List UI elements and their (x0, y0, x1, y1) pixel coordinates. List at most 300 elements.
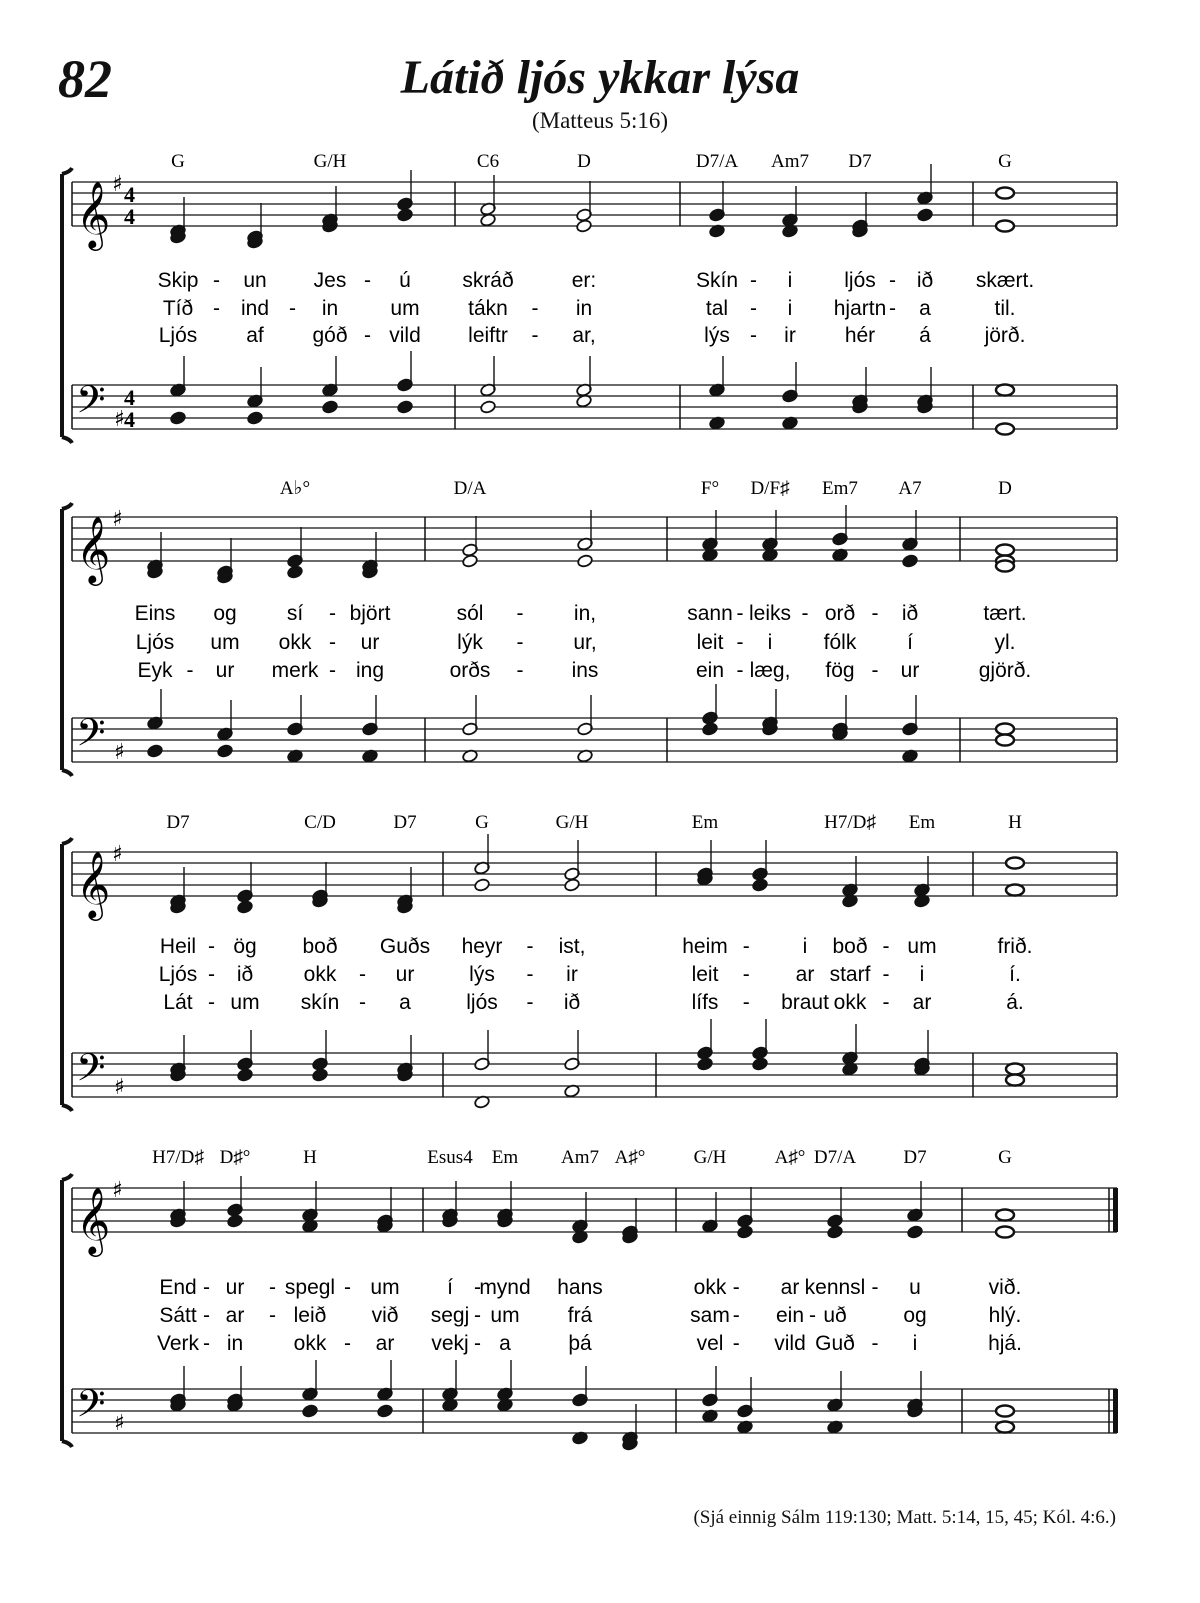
lyric-syllable: Lát (163, 991, 193, 1014)
note-chord (914, 856, 931, 908)
lyric-syllable: ið (563, 991, 581, 1014)
note-chord (576, 356, 593, 408)
lyric-syllable: ur (360, 631, 380, 654)
lyric-syllable: a (919, 297, 931, 320)
note-chord (362, 695, 379, 763)
note-chord (902, 695, 919, 763)
notehead (397, 208, 414, 222)
notehead (577, 554, 594, 568)
lyric-syllable: boð (832, 935, 868, 958)
treble-staff (72, 1178, 1118, 1257)
chord-symbol: Em (691, 812, 719, 833)
lyric-syllable: - (359, 991, 366, 1014)
lyric-syllable: spegl (284, 1276, 336, 1299)
lyric-syllable: orðs (449, 659, 491, 682)
lyric-syllable: i (912, 1332, 918, 1355)
lyric-syllable: - (203, 1332, 210, 1355)
chord-symbol: D7 (848, 151, 872, 172)
lyric-syllable: Eins (134, 602, 176, 625)
key-signature-sharp-icon: ♯ (114, 740, 125, 765)
lyric-syllable: Sátt (159, 1304, 197, 1327)
lyric-syllable: - (736, 631, 744, 654)
whole-note (996, 724, 1014, 746)
treble-clef-icon: 𝄞 (76, 1186, 111, 1254)
lyric-syllable: - (871, 1332, 879, 1355)
lyric-syllable: sam (690, 1304, 730, 1327)
lyric-syllable: segj (430, 1304, 470, 1327)
lyric-syllable: heyr (461, 935, 503, 958)
lyric-syllable: - (742, 935, 750, 958)
notehead (996, 188, 1014, 199)
lyric-syllable: ist, (558, 935, 586, 958)
lyric-syllable: - (801, 602, 809, 625)
lyric-syllable: - (289, 297, 296, 320)
lyric-syllable: in, (573, 602, 597, 625)
lyric-syllable: - (344, 1332, 351, 1355)
note-chord (462, 695, 479, 763)
key-signature-sharp-icon: ♯ (112, 172, 123, 197)
lyric-syllable: boð (302, 935, 338, 958)
bass-staff (72, 377, 1117, 432)
key-signature-sharp-icon: ♯ (114, 407, 125, 432)
lyric-syllable: læg, (749, 659, 791, 682)
lyric-syllable: - (871, 602, 879, 625)
notehead (147, 744, 164, 758)
notehead (996, 1422, 1014, 1433)
lyric-syllable: - (750, 269, 757, 292)
lyric-syllable: - (269, 1276, 276, 1299)
time-signature-top: 4 (124, 182, 135, 207)
notehead (996, 1227, 1014, 1238)
lyric-syllable: á. (1006, 991, 1024, 1014)
lyric-syllable: ur (395, 963, 415, 986)
chord-symbol: Esus4 (427, 1147, 473, 1168)
lyric-syllable: - (208, 935, 215, 958)
chord-symbol: Em (491, 1147, 519, 1168)
lyric-syllable: - (269, 1304, 276, 1327)
lyric-syllable: vild (389, 324, 421, 347)
notehead (752, 1057, 769, 1071)
notehead (996, 424, 1014, 435)
note-chord (572, 1192, 589, 1244)
key-signature-sharp-icon: ♯ (112, 842, 123, 867)
note-chord (827, 1371, 844, 1434)
lyric-syllable: - (359, 963, 366, 986)
lyric-syllable: - (329, 659, 336, 682)
chord-symbol: D (998, 478, 1012, 499)
lyric-syllable: á (919, 324, 931, 347)
note-chord (709, 181, 726, 238)
chord-symbol: D♯° (219, 1147, 251, 1168)
treble-clef-icon: 𝄞 (76, 515, 111, 583)
lyric-syllable: - (213, 297, 220, 320)
lyric-syllable: - (732, 1332, 740, 1355)
lyric-syllable: Guð (815, 1332, 855, 1355)
lyric-syllable: hér (844, 324, 876, 347)
note-chord (564, 1030, 581, 1098)
notehead (302, 1404, 319, 1418)
note-chord (702, 684, 719, 736)
lyric-syllable: mynd (479, 1276, 531, 1299)
chord-symbol: G/H (313, 151, 347, 172)
lyric-syllable: Heil (159, 935, 197, 958)
note-chord (737, 1377, 754, 1434)
note-chord (442, 1360, 459, 1412)
note-chord (842, 856, 859, 908)
lyric-syllable: Verk (156, 1332, 200, 1355)
lyric-syllable: lífs (691, 991, 719, 1014)
whole-note (1006, 858, 1024, 896)
note-chord (577, 695, 594, 763)
lyric-syllable: góð (312, 324, 348, 347)
lyric-syllable: - (516, 631, 524, 654)
lyric-syllable: ar (225, 1304, 245, 1327)
lyric-syllable: i (787, 297, 793, 320)
lyric-syllable: ein (775, 1304, 805, 1327)
lyric-syllable: og (903, 1304, 927, 1327)
lyric-syllable: Eyk (137, 659, 173, 682)
note-chord (852, 367, 869, 414)
chord-symbol: C6 (476, 151, 500, 172)
chord-symbol: Em (908, 812, 936, 833)
chord-symbol: G/H (555, 812, 589, 833)
lyric-syllable: ljós (466, 991, 498, 1014)
note-chord (762, 689, 779, 736)
note-chord (827, 1187, 844, 1239)
chord-symbol: D7 (166, 812, 190, 833)
chord-symbol: C/D (304, 812, 336, 833)
lyric-syllable: leiftr (468, 324, 508, 347)
note-chord (702, 1366, 719, 1423)
lyric-syllable: - (208, 991, 215, 1014)
lyric-syllable: sól (456, 602, 484, 625)
lyric-syllable: ar (375, 1332, 395, 1355)
bass-clef-icon: 𝄢 (76, 1045, 106, 1099)
hymn-number: 82 (58, 49, 112, 109)
lyric-syllable: - (329, 602, 336, 625)
notehead (1006, 885, 1024, 896)
note-chord (497, 1360, 514, 1412)
chord-symbol: H (303, 1147, 317, 1168)
lyric-syllable: End (159, 1276, 197, 1299)
lyric-syllable: sann (687, 602, 733, 625)
whole-note (996, 188, 1014, 232)
lyric-syllable: Ljós (158, 963, 198, 986)
lyric-syllable: tært. (983, 602, 1027, 625)
note-chord (576, 181, 593, 233)
lyric-syllable: a (499, 1332, 511, 1355)
notehead (996, 545, 1014, 556)
notehead (322, 400, 339, 414)
lyric-syllable: - (889, 297, 896, 320)
lyric-syllable: vekj (431, 1332, 469, 1355)
notehead (996, 561, 1014, 572)
lyric-syllable: - (531, 297, 539, 320)
notehead (702, 722, 719, 736)
lyric-syllable: - (516, 602, 524, 625)
lyric-syllable: hjartn (833, 297, 887, 320)
notehead (377, 1404, 394, 1418)
lyric-syllable: ins (571, 659, 599, 682)
chord-symbol: G (998, 151, 1012, 172)
key-signature-sharp-icon: ♯ (114, 1075, 125, 1100)
note-chord (752, 840, 769, 892)
lyric-syllable: ar (780, 1276, 800, 1299)
footer-note: (Sjá einnig Sálm 119:130; Matt. 5:14, 15, 45; Kól. 4:6.) (693, 1507, 1116, 1528)
treble-staff (72, 842, 1117, 921)
lyric-syllable: ög (233, 935, 257, 958)
lyric-syllable: orð (824, 602, 856, 625)
lyric-syllable: skært. (975, 269, 1035, 292)
hymn-title: Látið ljós ykkar lýsa (400, 51, 800, 104)
lyric-syllable: - (742, 991, 750, 1014)
time-signature-bottom: 4 (124, 407, 135, 432)
lyric-syllable: frið. (997, 935, 1033, 958)
notehead (752, 878, 769, 892)
note-chord (237, 1030, 254, 1082)
lyric-syllable: ur (215, 659, 235, 682)
lyric-syllable: - (736, 659, 744, 682)
lyric-syllable: uð (823, 1304, 847, 1327)
lyric-syllable: ur, (573, 631, 597, 654)
chord-symbol: Em7 (822, 478, 858, 499)
lyric-syllable: við (371, 1304, 399, 1327)
notehead (397, 400, 414, 414)
lyric-syllable: - (882, 935, 890, 958)
note-chord (697, 1019, 714, 1071)
notehead (217, 744, 234, 758)
lyric-syllable: - (732, 1276, 740, 1299)
lyric-syllable: sí (286, 602, 304, 625)
lyric-syllable: í. (1009, 963, 1021, 986)
lyric-syllable: hlý. (988, 1304, 1022, 1327)
note-chord (907, 1371, 924, 1418)
lyric-syllable: Ljós (158, 324, 198, 347)
note-chord (170, 356, 187, 425)
lyric-syllable: skráð (462, 269, 514, 292)
lyric-syllable: in (321, 297, 339, 320)
chord-symbol: G/H (693, 1147, 727, 1168)
whole-note (996, 1210, 1014, 1238)
chord-symbol: A♭° (279, 478, 311, 499)
lyric-syllable: ur (225, 1276, 245, 1299)
lyric-syllable: - (526, 991, 534, 1014)
lyric-syllable: Skip (157, 269, 199, 292)
lyric-syllable: vel (696, 1332, 724, 1355)
chord-symbol: G (475, 812, 489, 833)
lyric-syllable: ur (900, 659, 920, 682)
lyric-syllable: - (882, 963, 890, 986)
note-chord (397, 351, 414, 414)
lyric-syllable: - (203, 1304, 210, 1327)
notehead (1006, 1064, 1024, 1075)
note-chord (302, 1181, 319, 1233)
lyric-syllable: okk (693, 1276, 727, 1299)
note-chord (564, 840, 581, 892)
lyric-syllable: i (919, 963, 925, 986)
chord-symbol: D (577, 151, 591, 172)
lyric-syllable: ú (399, 269, 411, 292)
notehead (170, 411, 187, 425)
lyric-syllable: hjá. (988, 1332, 1022, 1355)
lyric-syllable: - (213, 269, 220, 292)
notehead (237, 1068, 254, 1082)
lyric-syllable: leið (293, 1304, 327, 1327)
note-chord (782, 362, 799, 430)
notehead (462, 554, 479, 568)
lyric-syllable: - (526, 935, 534, 958)
lyric-syllable: þá (568, 1332, 592, 1355)
lyric-syllable: a (399, 991, 411, 1014)
lyric-syllable: leiks (748, 602, 792, 625)
chord-symbol: Am7 (771, 151, 809, 172)
lyric-syllable: - (474, 1304, 481, 1327)
notehead (996, 221, 1014, 232)
note-chord (287, 695, 304, 763)
chord-symbol: H7/D♯ (824, 812, 876, 833)
key-signature-sharp-icon: ♯ (112, 1178, 123, 1203)
bass-staff (72, 1045, 1117, 1100)
treble-staff (72, 172, 1117, 251)
notehead (737, 1225, 754, 1239)
note-chord (147, 689, 164, 758)
lyric-syllable: ir (566, 963, 578, 986)
bass-clef-icon: 𝄢 (76, 710, 106, 764)
lyric-syllable: - (526, 963, 534, 986)
lyric-syllable: af (246, 324, 264, 347)
lyric-syllable: ein (695, 659, 725, 682)
lyric-syllable: gjörð. (978, 659, 1032, 682)
notehead (827, 1225, 844, 1239)
lyric-syllable: skín (300, 991, 340, 1014)
chord-symbol: H (1008, 812, 1022, 833)
system-bracket (62, 838, 72, 1111)
lyric-syllable: i (802, 935, 808, 958)
lyric-syllable: hans (557, 1276, 603, 1299)
lyric-syllable: in (575, 297, 593, 320)
notehead (1006, 1075, 1024, 1086)
lyric-syllable: braut (781, 991, 829, 1014)
lyric-syllable: lýk (457, 631, 483, 654)
chord-symbol: Am7 (561, 1147, 599, 1168)
lyric-syllable: lýs (704, 324, 730, 347)
note-chord (397, 1035, 414, 1082)
lyric-syllable: um (370, 1276, 400, 1299)
notehead (576, 219, 593, 233)
note-chord (842, 1024, 859, 1076)
note-chord (462, 516, 479, 568)
lyric-syllable: in (226, 1332, 244, 1355)
notehead (474, 878, 491, 892)
chord-symbol: D7/A (695, 151, 739, 172)
lyric-syllable: - (474, 1332, 481, 1355)
lyric-syllable: um (230, 991, 260, 1014)
notehead (917, 208, 934, 222)
notehead (564, 878, 581, 892)
lyric-syllable: okk (293, 1332, 327, 1355)
lyric-syllable: - (364, 324, 371, 347)
notehead (247, 411, 264, 425)
chord-symbol: G (171, 151, 185, 172)
lyric-syllable: leit (696, 631, 724, 654)
final-barline-thick (1113, 1389, 1118, 1433)
notehead (1006, 858, 1024, 869)
lyric-syllable: okk (303, 963, 337, 986)
chord-symbol: A♯° (614, 1147, 646, 1168)
time-signature-bottom: 4 (124, 204, 135, 229)
lyric-syllable: - (742, 963, 750, 986)
chord-symbol: D7 (903, 1147, 927, 1168)
note-chord (709, 356, 726, 430)
lyric-syllable: fög (825, 659, 855, 682)
lyric-syllable: ir (784, 324, 796, 347)
lyric-syllable: ar (795, 963, 815, 986)
note-chord (762, 510, 779, 562)
note-chord (237, 862, 254, 914)
lyric-syllable: heim (682, 935, 728, 958)
lyric-syllable: ar, (572, 324, 596, 347)
key-signature-sharp-icon: ♯ (114, 1411, 125, 1436)
lyric-syllable: - (474, 1276, 481, 1299)
note-chord (312, 1030, 329, 1082)
lyric-syllable: ar (912, 991, 932, 1014)
lyric-syllable: starf (829, 963, 871, 986)
lyric-syllable: leit (691, 963, 719, 986)
lyric-syllable: um (390, 297, 420, 320)
lyric-syllable: - (516, 659, 524, 682)
lyric-syllable: björt (349, 602, 391, 625)
lyric-syllable: ið (236, 963, 254, 986)
chord-symbol: D/A (453, 478, 487, 499)
lyric-syllable: ing (355, 659, 385, 682)
lyric-syllable: Skín (695, 269, 739, 292)
notehead (996, 735, 1014, 746)
final-barline-thick (1113, 1188, 1118, 1232)
note-chord (917, 367, 934, 414)
lyric-syllable: - (871, 659, 879, 682)
time-signature-top: 4 (124, 385, 135, 410)
lyric-syllable: - (750, 297, 757, 320)
note-chord (782, 186, 799, 238)
key-signature-sharp-icon: ♯ (112, 507, 123, 532)
lyric-syllable: okk (278, 631, 312, 654)
lyric-syllable: - (531, 324, 539, 347)
note-chord (397, 170, 414, 222)
lyric-syllable: merk (271, 659, 319, 682)
notehead (996, 1210, 1014, 1221)
chord-symbol: A7 (898, 478, 922, 499)
lyric-syllable: yl. (994, 631, 1016, 654)
lyric-syllable: í (907, 631, 913, 654)
system-bracket (62, 168, 72, 443)
lyric-syllable: um (907, 935, 937, 958)
note-chord (480, 175, 497, 227)
lyric-syllable: Jes (313, 269, 347, 292)
notehead (996, 385, 1014, 396)
chord-symbol: H7/D♯ (152, 1147, 204, 1168)
lyric-syllable: jörð. (984, 324, 1026, 347)
lyric-syllable: tákn (468, 297, 508, 320)
lyric-syllable: - (329, 631, 336, 654)
lyric-syllable: frá (567, 1304, 593, 1327)
system-bracket (62, 1174, 72, 1447)
notehead (287, 565, 304, 579)
lyric-syllable: í (447, 1276, 453, 1299)
lyric-syllable: - (203, 1276, 210, 1299)
lyric-syllable: - (882, 991, 890, 1014)
whole-note (996, 545, 1014, 572)
lyric-syllable: Ljós (135, 631, 175, 654)
